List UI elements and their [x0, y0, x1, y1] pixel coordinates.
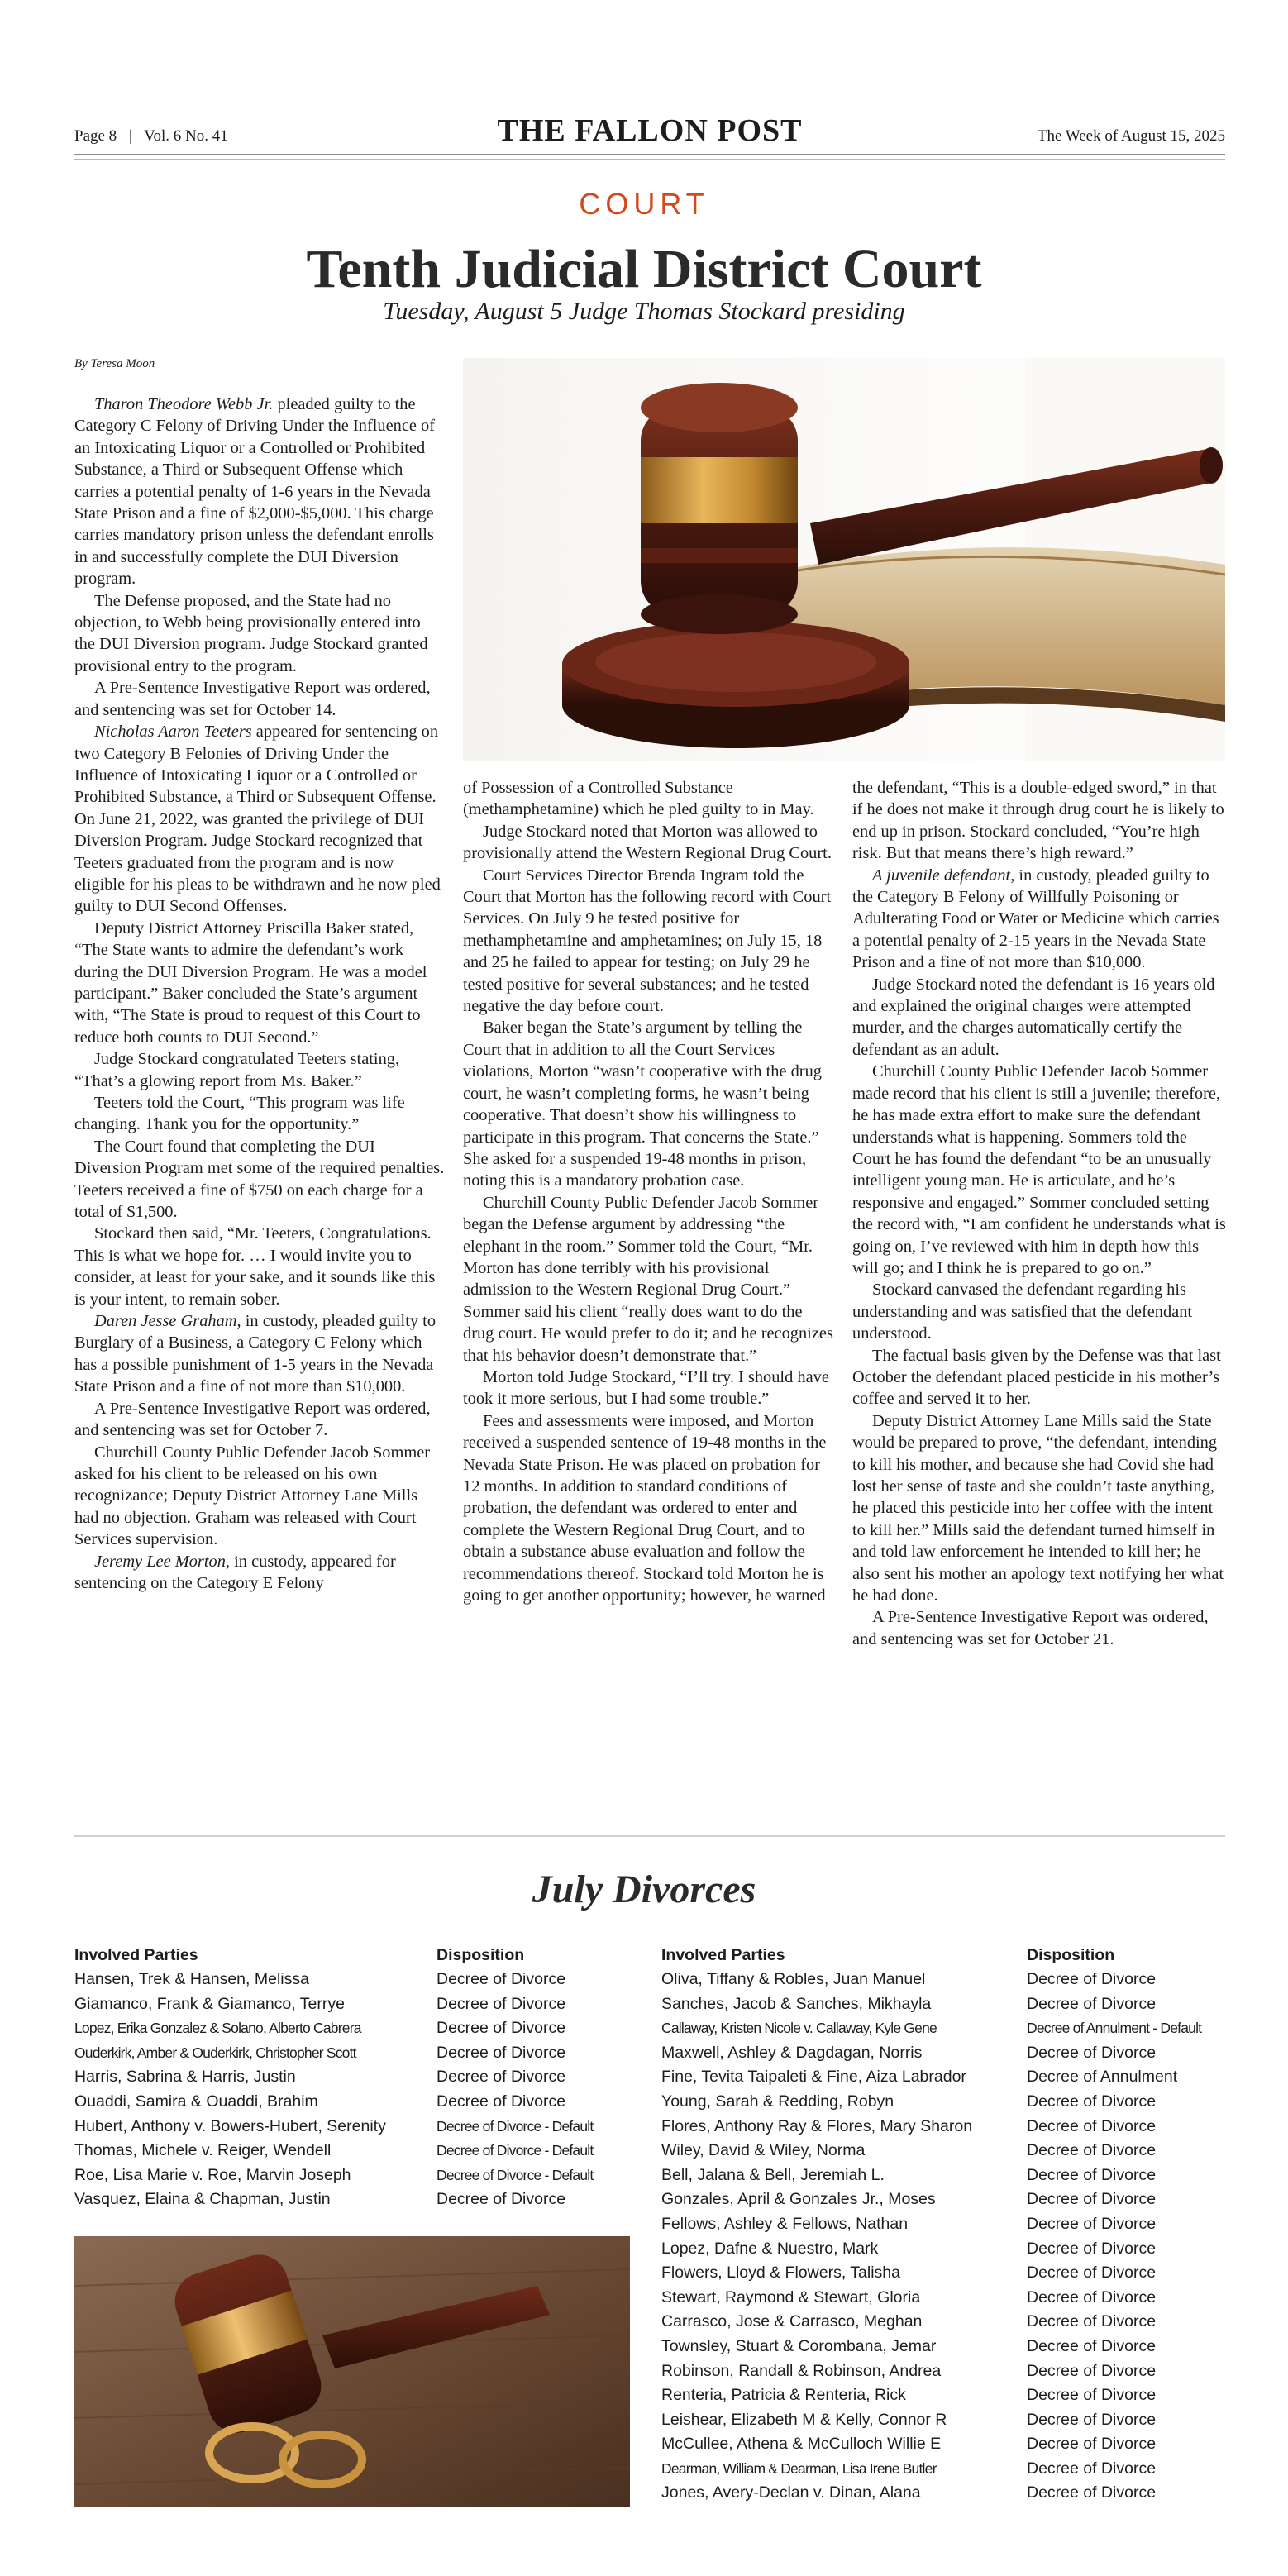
article-paragraph	[852, 1410, 1228, 1607]
article-paragraph	[74, 1136, 445, 1224]
section-label: COURT	[579, 187, 709, 221]
involved-parties: Lopez, Dafne & Nuestro, Mark	[661, 2239, 879, 2258]
article-paragraph	[852, 974, 1228, 1061]
gavel-on-book-photo	[463, 358, 1225, 761]
table-row	[661, 2286, 1225, 2311]
article-paragraph	[463, 1410, 837, 1607]
table-row	[661, 2335, 1225, 2359]
article-paragraph	[74, 590, 445, 678]
disposition: Decree of Divorce	[436, 2043, 566, 2062]
paragraph-text: The Defense proposed, and the State had no objection, to Webb being provisionally entered into the DUI Diversion program. Judge Stockard granted provisional entry to the program.	[74, 591, 428, 675]
article-paragraph	[74, 1442, 445, 1551]
paragraph-text: the defendant, “This is a double-edged sword,” in that if he does not make it through drug court he is likely to end up in prison. Stockard concluded, “You’re high risk. But that means there’s high reward.”	[852, 779, 1224, 863]
disposition: Decree of Divorce	[436, 1994, 566, 2013]
involved-parties: Thomas, Michele v. Reiger, Wendell	[74, 2141, 332, 2160]
table-row	[661, 2359, 1225, 2384]
defendant-name: Jeremy Lee Morton	[94, 1552, 226, 1571]
involved-parties: Stewart, Raymond & Stewart, Gloria	[661, 2287, 921, 2306]
disposition: Decree of Divorce	[1027, 2312, 1157, 2331]
involved-parties: Bell, Jalana & Bell, Jeremiah L.	[661, 2165, 885, 2184]
page-number: Page 8	[74, 127, 117, 145]
volume-issue: Vol. 6 No. 41	[144, 127, 228, 145]
involved-parties: Callaway, Kristen Nicole v. Callaway, Kyle Gene	[661, 2020, 937, 2037]
paragraph-text: The factual basis given by the Defense was that last October the defendant placed pesticide in his mother’s coffee and served it to her.	[852, 1346, 1221, 1409]
article-paragraph	[852, 777, 1228, 865]
disposition: Decree of Divorce	[1027, 2190, 1157, 2209]
table-row	[74, 1968, 630, 1992]
disposition: Decree of Divorce	[1027, 1970, 1157, 1988]
disposition: Decree of Divorce	[436, 2068, 566, 2087]
involved-parties: Jones, Avery-Declan v. Dinan, Alana	[661, 2483, 921, 2502]
paragraph-text: pleaded guilty to the Category C Felony of Driving Under the Influence of an Intoxicating Liquor or a Controlled or Prohibited Substance, a Third or Subsequent Offense which carries a potential penalty of 1-6 years in the Nevada State Prison and a fine of $2,000-$5,000. This charge carries mandatory prison unless the defendant enrolls in and successfully complete the DUI Diversion program.	[74, 395, 436, 589]
table-row	[74, 2090, 630, 2115]
header-separator: |	[128, 127, 132, 145]
table-row	[661, 2432, 1225, 2457]
table-row	[661, 2065, 1225, 2090]
table-row	[74, 1992, 630, 2017]
article-paragraph	[852, 1279, 1228, 1344]
involved-parties: Renteria, Patricia & Renteria, Rick	[661, 2386, 906, 2405]
disposition: Decree of Divorce	[1027, 2386, 1157, 2405]
byline: By Teresa Moon	[74, 357, 155, 370]
article-column-2	[463, 777, 837, 1606]
disposition: Decree of Divorce	[436, 1970, 566, 1988]
involved-parties: Fellows, Ashley & Fellows, Nathan	[661, 2214, 909, 2233]
paragraph-text: A Pre-Sentence Investigative Report was ordered, and sentencing was set for October 14.	[74, 679, 431, 719]
disposition: Decree of Divorce - Default	[436, 2142, 594, 2159]
article-paragraph	[852, 1606, 1228, 1650]
divorce-rows-left	[74, 1968, 630, 2212]
paragraph-text: A Pre-Sentence Investigative Report was ordered, and sentencing was set for October 21.	[852, 1608, 1209, 1648]
involved-parties: Wiley, David & Wiley, Norma	[661, 2141, 866, 2160]
article-paragraph	[74, 1551, 445, 1595]
disposition: Decree of Divorce	[436, 2092, 566, 2111]
disposition: Decree of Divorce	[1027, 2264, 1157, 2283]
article-column-1	[74, 394, 445, 1594]
table-row	[661, 2187, 1225, 2212]
disposition: Decree of Divorce	[1027, 2116, 1157, 2135]
table-row	[661, 2237, 1225, 2262]
table-row	[74, 2041, 630, 2066]
disposition: Decree of Divorce - Default	[436, 2117, 594, 2135]
table-row	[661, 2310, 1225, 2335]
disposition: Decree of Divorce	[1027, 2239, 1157, 2258]
disposition: Decree of Divorce	[1027, 2287, 1157, 2306]
divorces-title: July Divorces	[532, 1868, 756, 1911]
disposition-header: Disposition	[436, 1946, 525, 1964]
article-paragraph	[463, 821, 837, 865]
article-paragraph	[463, 1017, 837, 1191]
article-paragraph	[852, 1345, 1228, 1410]
involved-parties: Dearman, William & Dearman, Lisa Irene Butler	[661, 2459, 937, 2477]
disposition: Decree of Divorce	[1027, 2141, 1157, 2160]
table-row	[661, 2041, 1225, 2066]
involved-parties: Carrasco, Jose & Carrasco, Meghan	[661, 2312, 923, 2331]
article-paragraph	[74, 1092, 445, 1136]
paragraph-text: appeared for sentencing on two Category B Felonies of Driving Under the Influence of Intoxicating Liquor or a Controlled or Prohibited Substance, a Third or Subsequent Offense. On June 21, 2022, was granted the privilege of DUI Diversion Program. Judge Stockard recognized that Teeters graduated from the program and is now eligible for his pleas to be withdrawn and he now pled guilty to DUI Second Offenses.	[74, 723, 441, 916]
disposition: Decree of Divorce	[436, 2019, 566, 2038]
paragraph-text: , in custody, pleaded guilty to the Category B Felony of Willfully Poisoning or Adulterating Food or Water or Medicine which carries a potential penalty of 2-15 years in the Nevada State Prison and a fine of not more than $10,000.	[852, 866, 1219, 972]
table-row	[661, 2163, 1225, 2188]
disposition: Decree of Divorce	[1027, 2043, 1157, 2062]
parties-header: Involved Parties	[661, 1946, 785, 1964]
header-rule	[74, 154, 1225, 155]
paragraph-text: , in custody, pleaded guilty to Burglary of a Business, a Category C Felony which has a possible punishment of 1-5 years in the Nevada State Prison and a fine of not more than $10,000.	[74, 1312, 436, 1396]
article-paragraph	[74, 1310, 445, 1398]
defendant-name: A juvenile defendant	[872, 866, 1011, 885]
table-row	[74, 2139, 630, 2163]
disposition: Decree of Divorce	[1027, 1994, 1157, 2013]
disposition: Decree of Divorce	[436, 2190, 566, 2209]
masthead: THE FALLON POST	[497, 113, 803, 148]
paragraph-text: A Pre-Sentence Investigative Report was ordered, and sentencing was set for October 7.	[74, 1399, 431, 1440]
table-row	[661, 2090, 1225, 2115]
table-row	[661, 2016, 1225, 2041]
involved-parties: Fine, Tevita Taipaleti & Fine, Aiza Labrador	[661, 2068, 966, 2087]
table-row	[661, 2212, 1225, 2237]
paragraph-text: Judge Stockard congratulated Teeters stating, “That’s a glowing report from Ms. Baker.”	[74, 1050, 400, 1090]
disposition: Decree of Divorce	[1027, 2165, 1157, 2184]
paragraph-text: Baker began the State’s argument by telling the Court that in addition to all the Court Services violations, Morton “wasn’t cooperative with the drug court, he wasn’t completing forms, he wasn’t being cooperative. That doesn’t show his willingness to participate in this program. That concerns the State.” She asked for a suspended 19-48 months in prison, noting this is a mandatory probation case.	[463, 1018, 822, 1190]
paragraph-text: Court Services Director Brenda Ingram told the Court that Morton has the following record with Court Services. On July 9 he tested positive for methamphetamine and amphetamines; on July 15, 18 and 25 he failed to appear for testing; on July 29 he tested positive for several substances; and he tested negative the day before court.	[463, 866, 832, 1016]
involved-parties: Flores, Anthony Ray & Flores, Mary Sharon	[661, 2116, 973, 2135]
header-rule-thin	[74, 159, 1225, 160]
article-paragraph	[74, 1048, 445, 1092]
involved-parties: Roe, Lisa Marie v. Roe, Marvin Joseph	[74, 2165, 351, 2184]
article-column-3	[852, 777, 1228, 1650]
paragraph-text: of Possession of a Controlled Substance (methamphetamine) which he pled guilty to in May.	[463, 779, 814, 819]
paragraph-text: Morton told Judge Stockard, “I’ll try. I should have took it more serious, but I had some trouble.”	[463, 1367, 829, 1409]
involved-parties: Leishear, Elizabeth M & Kelly, Connor R	[661, 2410, 947, 2429]
disposition: Decree of Divorce	[1027, 2410, 1157, 2429]
article-paragraph	[74, 1398, 445, 1442]
paragraph-text: Deputy District Attorney Lane Mills said the State would be prepared to prove, “the defendant, intending to kill his mother, and because she had Covid she had lost her sense of taste and she couldn’t taste anything, he placed this pesticide into her coffee with the intent to kill her.” Mills said the defendant turned himself in and told law enforcement he intended to kill her; he also sent his mother an apology text notifying her what he had done.	[852, 1411, 1224, 1605]
table-row	[661, 1992, 1225, 2017]
paragraph-text: , in custody, appeared for sentencing on the Category E Felony	[74, 1552, 396, 1592]
article-paragraph	[74, 721, 445, 918]
involved-parties: Ouaddi, Samira & Ouaddi, Brahim	[74, 2092, 318, 2111]
paragraph-text: Stockard then said, “Mr. Teeters, Congratulations. This is what we hope for. … I would invite you to consider, at least for your sake, and it sounds like this is your intent, to remain sober.	[74, 1224, 436, 1309]
article-title: Tenth Judicial District Court	[306, 239, 982, 299]
disposition: Decree of Divorce	[1027, 2336, 1157, 2355]
table-header	[661, 1943, 1225, 1968]
disposition: Decree of Divorce	[1027, 2092, 1157, 2111]
involved-parties: Hansen, Trek & Hansen, Melissa	[74, 1970, 309, 1988]
table-row	[74, 2163, 630, 2188]
article-paragraph	[74, 1223, 445, 1310]
article-paragraph	[74, 394, 445, 590]
disposition: Decree of Divorce	[1027, 2361, 1157, 2380]
parties-header: Involved Parties	[74, 1946, 198, 1964]
involved-parties: Oliva, Tiffany & Robles, Juan Manuel	[661, 1970, 926, 1988]
paragraph-text: Deputy District Attorney Priscilla Baker stated, “The State wants to admire the defendant’s work during the DUI Diversion Program. He was a model participant.” Baker concluded the State’s argument with, “The State is proud to request of this Court to reduce both counts to DUI Second.”	[74, 918, 427, 1047]
article-paragraph	[463, 1367, 837, 1410]
article-paragraph	[74, 918, 445, 1048]
involved-parties: McCullee, Athena & McCulloch Willie E	[661, 2435, 942, 2454]
article-paragraph	[463, 865, 837, 1018]
disposition: Decree of Divorce - Default	[436, 2166, 594, 2183]
paragraph-text: Churchill County Public Defender Jacob Sommer asked for his client to be released on his own recognizance; Deputy District Attorney Lane Mills had no objection. Graham was released with Court Services supervision.	[74, 1443, 431, 1549]
paragraph-text: Fees and assessments were imposed, and Morton received a suspended sentence of 19-48 months in the Nevada State Prison. He was placed on probation for 12 months. In addition to standard conditions of probation, the defendant was ordered to enter and complete the Western Regional Drug Court, and to obtain a substance abuse evaluation and follow the recommendations thereof. Stockard told Morton he is going to get another opportunity; however, he warned	[463, 1411, 827, 1605]
article-paragraph	[463, 777, 837, 821]
involved-parties: Flowers, Lloyd & Flowers, Talisha	[661, 2264, 900, 2283]
table-row	[74, 2065, 630, 2090]
disposition: Decree of Annulment	[1027, 2068, 1178, 2087]
article-paragraph	[852, 865, 1228, 974]
involved-parties: Ouderkirk, Amber & Ouderkirk, Christopher Scott	[74, 2044, 356, 2061]
table-row	[74, 2187, 630, 2212]
paragraph-text: Judge Stockard noted that Morton was allowed to provisionally attend the Western Regional Drug Court.	[463, 822, 832, 863]
table-row	[661, 2457, 1225, 2482]
paragraph-text: Churchill County Public Defender Jacob Sommer began the Defense argument by addressing “the elephant in the room.” Sommer told the Court, “Mr. Morton has done terribly with his provisional admission to the Western Regional Drug Court.” Sommer said his client “really does want to do the drug court. He would prefer to do it; and he recognizes that his behavior doesn’t demonstrate that.”	[463, 1193, 833, 1365]
paragraph-text: Stockard canvased the defendant regarding his understanding and was satisfied that the defendant understood.	[852, 1281, 1193, 1343]
gavel-and-rings-photo	[74, 2236, 630, 2507]
table-row	[74, 2016, 630, 2041]
defendant-name: Nicholas Aaron Teeters	[94, 723, 252, 742]
involved-parties: Sanches, Jacob & Sanches, Mikhayla	[661, 1994, 932, 2013]
involved-parties: Vasquez, Elaina & Chapman, Justin	[74, 2190, 331, 2209]
divorce-rows-right	[661, 1968, 1225, 2506]
involved-parties: Maxwell, Ashley & Dagdagan, Norris	[661, 2043, 923, 2062]
disposition: Decree of Divorce	[1027, 2214, 1157, 2233]
article-subtitle: Tuesday, August 5 Judge Thomas Stockard presiding	[383, 298, 905, 325]
disposition: Decree of Divorce	[1027, 2459, 1157, 2478]
table-header	[74, 1943, 630, 1968]
involved-parties: Hubert, Anthony v. Bowers-Hubert, Serenity	[74, 2116, 386, 2135]
page-header	[74, 112, 1225, 154]
paragraph-text: Teeters told the Court, “This program was life changing. Thank you for the opportunity.”	[74, 1094, 405, 1134]
table-row	[661, 2481, 1225, 2506]
divorces-table-left	[74, 1943, 630, 2216]
gavel-icon	[463, 358, 1225, 761]
involved-parties: Gonzales, April & Gonzales Jr., Moses	[661, 2190, 936, 2209]
gavel-rings-icon	[74, 2236, 630, 2507]
table-row	[661, 2383, 1225, 2408]
involved-parties: Townsley, Stuart & Corombana, Jemar	[661, 2336, 937, 2355]
issue-date: The Week of August 15, 2025	[1037, 127, 1225, 145]
involved-parties: Giamanco, Frank & Giamanco, Terrye	[74, 1994, 345, 2013]
article-paragraph	[74, 677, 445, 721]
table-row	[661, 2139, 1225, 2163]
disposition: Decree of Annulment - Default	[1027, 2020, 1202, 2037]
article-paragraph	[463, 1192, 837, 1367]
table-row	[661, 1968, 1225, 1992]
disposition: Decree of Divorce	[1027, 2483, 1157, 2502]
table-row	[661, 2261, 1225, 2286]
involved-parties: Harris, Sabrina & Harris, Justin	[74, 2068, 296, 2087]
involved-parties: Young, Sarah & Redding, Robyn	[661, 2092, 894, 2111]
paragraph-text: The Court found that completing the DUI Diversion Program met some of the required penalties. Teeters received a fine of $750 on each charge for a total of $1,500.	[74, 1137, 445, 1222]
defendant-name: Tharon Theodore Webb Jr.	[94, 395, 274, 413]
involved-parties: Lopez, Erika Gonzalez & Solano, Alberto Cabrera	[74, 2020, 361, 2037]
article-paragraph	[852, 1061, 1228, 1279]
involved-parties: Robinson, Randall & Robinson, Andrea	[661, 2361, 942, 2380]
paragraph-text: Churchill County Public Defender Jacob Sommer made record that his client is still a juvenile; therefore, he has made extra effort to make sure the defendant understands what is happening. Sommers told the Court he has found the defendant “to be an unusually intelligent young man. He is articulate, and he’s responsive and engaged.” Sommer concluded setting the record with, “I am confident he understands what is going on, I’ve reviewed with him in depth how this will go; and I think he is prepared to go on.”	[852, 1062, 1226, 1277]
section-divider	[74, 1835, 1225, 1837]
disposition-header: Disposition	[1027, 1946, 1115, 1964]
divorces-table-right	[661, 1943, 1225, 2538]
disposition: Decree of Divorce	[1027, 2435, 1157, 2454]
table-row	[661, 2408, 1225, 2433]
table-row	[74, 2115, 630, 2140]
defendant-name: Daren Jesse Graham	[94, 1312, 237, 1331]
paragraph-text: Judge Stockard noted the defendant is 16 years old and explained the original charges were attempted murder, and the charges automatically certify the defendant as an adult.	[852, 975, 1215, 1059]
table-row	[661, 2115, 1225, 2140]
